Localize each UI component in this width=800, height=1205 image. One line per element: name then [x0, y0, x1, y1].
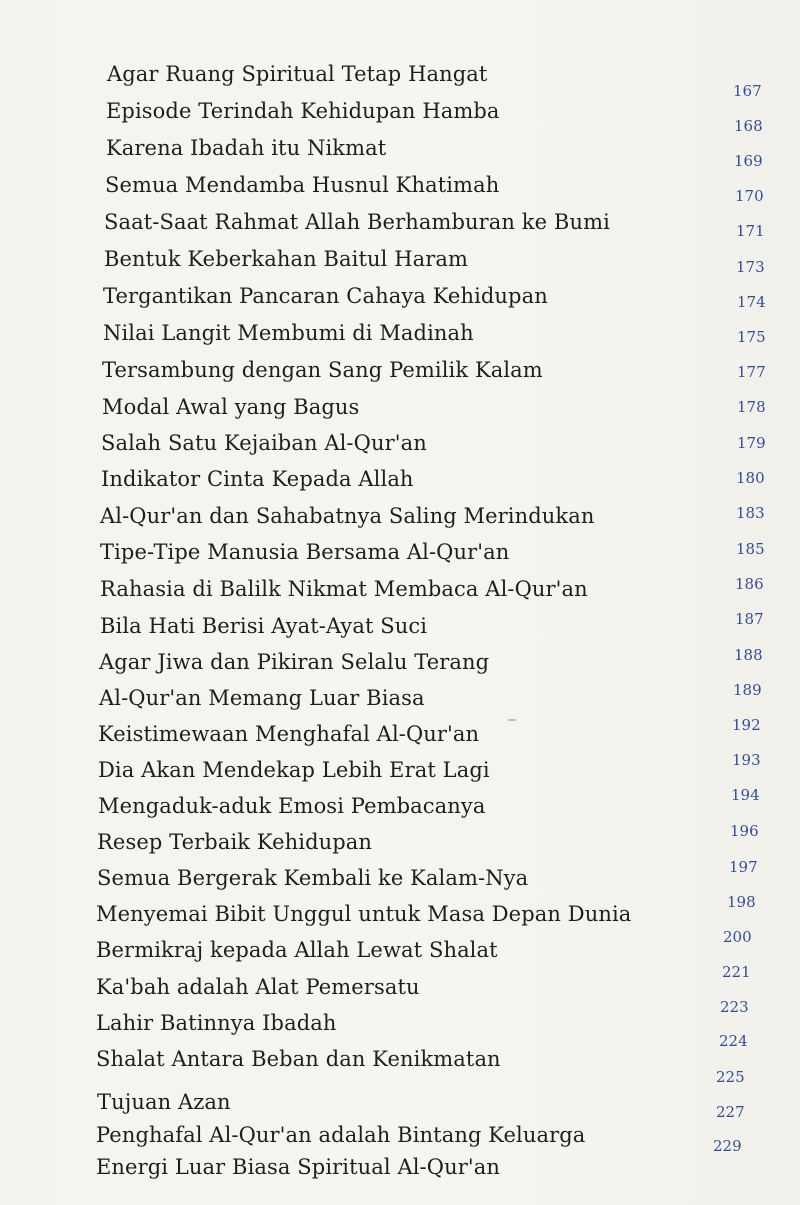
toc-entry-page: 185	[736, 540, 765, 558]
toc-entry-page: 188	[734, 646, 763, 664]
toc-entry-page: 224	[719, 1032, 748, 1050]
toc-entry-title: Semua Bergerak Kembali ke Kalam-Nya	[97, 866, 529, 890]
ink-smudge	[508, 719, 516, 721]
toc-entry-page: 170	[735, 187, 764, 205]
toc-entry-title: Agar Jiwa dan Pikiran Selalu Terang	[99, 650, 490, 674]
toc-entry-page: 193	[732, 751, 761, 769]
toc-entry-page: 168	[734, 117, 763, 135]
toc-entry-title: Rahasia di Balilk Nikmat Membaca Al-Qur'an	[100, 577, 588, 601]
toc-entry	[0, 210, 800, 246]
toc-entry-title: Resep Terbaik Kehidupan	[97, 830, 373, 854]
toc-entry-title: Bila Hati Berisi Ayat-Ayat Suci	[100, 614, 428, 638]
toc-entry-title: Menyemai Bibit Unggul untuk Masa Depan Dunia	[96, 902, 632, 926]
toc-entry-title: Nilai Langit Membumi di Madinah	[103, 321, 474, 345]
toc-entry-title: Mengaduk-aduk Emosi Pembacanya	[98, 794, 486, 818]
toc-entry-page: 198	[727, 893, 756, 911]
toc-entry	[0, 247, 800, 283]
toc-entry-title: Energi Luar Biasa Spiritual Al-Qur'an	[96, 1155, 500, 1179]
toc-entry-title: Al-Qur'an dan Sahabatnya Saling Merindukan	[100, 504, 595, 528]
toc-entry-page: 175	[737, 328, 766, 346]
toc-entry-page: 179	[737, 434, 766, 452]
toc-entry-title: Salah Satu Kejaiban Al-Qur'an	[101, 431, 427, 455]
toc-entry-title: Lahir Batinnya Ibadah	[96, 1011, 337, 1035]
toc-entry-page: 187	[735, 610, 764, 628]
toc-entry	[0, 136, 800, 172]
toc-entry	[0, 284, 800, 320]
toc-entry	[0, 1032, 800, 1083]
toc-entry-title: Ka'bah adalah Alat Pemersatu	[96, 975, 420, 999]
toc-entry-title: Bermikraj kepada Allah Lewat Shalat	[96, 938, 498, 962]
toc-entry-page: 177	[737, 363, 766, 381]
toc-entry-page: 174	[737, 293, 766, 311]
toc-entry	[0, 786, 800, 830]
toc-entry	[0, 928, 800, 974]
toc-entry-title: Tipe-Tipe Manusia Bersama Al-Qur'an	[100, 540, 510, 564]
toc-entry-page: 196	[730, 822, 759, 840]
toc-entry-title: Tersambung dengan Sang Pemilik Kalam	[102, 358, 543, 382]
toc-entry-title: Karena Ibadah itu Nikmat	[106, 136, 387, 160]
toc-entry-page: 194	[731, 786, 760, 804]
toc-entry	[0, 431, 800, 467]
toc-entry	[0, 998, 800, 1047]
toc-entry	[0, 1137, 800, 1191]
toc-entry-page: 227	[716, 1103, 745, 1121]
toc-entry-page: 173	[736, 258, 765, 276]
toc-entry-page: 183	[736, 504, 765, 522]
toc-entry-title: Al-Qur'an Memang Luar Biasa	[99, 686, 425, 710]
toc-entry-page: 189	[733, 681, 762, 699]
toc-entry-page: 221	[722, 963, 751, 981]
toc-entry	[0, 99, 800, 135]
toc-entry	[0, 62, 800, 98]
toc-entry	[0, 610, 800, 650]
toc-entry	[0, 822, 800, 866]
toc-entry-page: 200	[723, 928, 752, 946]
toc-entry	[0, 467, 800, 503]
toc-entry-title: Semua Mendamba Husnul Khatimah	[105, 173, 500, 197]
toc-entry	[0, 1068, 800, 1126]
toc-entry-page: 197	[729, 858, 758, 876]
toc-entry-page: 223	[720, 998, 749, 1016]
toc-entry-title: Shalat Antara Beban dan Kenikmatan	[96, 1047, 501, 1071]
toc-entry	[0, 540, 800, 576]
toc-entry-title: Tergantikan Pancaran Cahaya Kehidupan	[103, 284, 548, 308]
toc-entry	[0, 504, 800, 540]
toc-entry-title: Episode Terindah Kehidupan Hamba	[106, 99, 500, 123]
toc-entry-page: 186	[735, 575, 764, 593]
toc-entry-page: 229	[713, 1137, 742, 1155]
toc-entry	[0, 577, 800, 613]
toc-entry-title: Agar Ruang Spiritual Tetap Hangat	[107, 62, 488, 86]
toc-entry	[0, 173, 800, 209]
toc-entry-page: 178	[737, 398, 766, 416]
toc-entry	[0, 963, 800, 1011]
toc-entry	[0, 716, 800, 758]
toc-entry	[0, 858, 800, 902]
toc-entry-page: 167	[733, 82, 762, 100]
toc-entry	[0, 646, 800, 686]
toc-entry	[0, 681, 800, 722]
toc-entry-title: Indikator Cinta Kepada Allah	[101, 467, 414, 491]
toc-entry-page: 225	[716, 1068, 745, 1086]
toc-entry	[0, 358, 800, 394]
toc-entry-title: Penghafal Al-Qur'an adalah Bintang Keluarga	[96, 1123, 586, 1147]
toc-entry-title: Saat-Saat Rahmat Allah Berhamburan ke Bumi	[104, 210, 610, 234]
toc-entry-title: Keistimewaan Menghafal Al-Qur'an	[98, 722, 480, 746]
toc-entry	[0, 321, 800, 357]
toc-entry-title: Dia Akan Mendekap Lebih Erat Lagi	[98, 758, 490, 782]
toc-entry	[0, 395, 800, 431]
toc-entry-title: Modal Awal yang Bagus	[102, 395, 360, 419]
toc-entry	[0, 1103, 800, 1159]
toc-entry	[0, 893, 800, 938]
toc-entry-title: Tujuan Azan	[97, 1090, 231, 1114]
toc-entry	[0, 751, 800, 794]
toc-entry-page: 169	[734, 152, 763, 170]
toc-entry-page: 192	[732, 716, 761, 734]
toc-entry-page: 171	[736, 222, 765, 240]
toc-entry-title: Bentuk Keberkahan Baitul Haram	[104, 247, 469, 271]
toc-entry-page: 180	[736, 469, 765, 487]
